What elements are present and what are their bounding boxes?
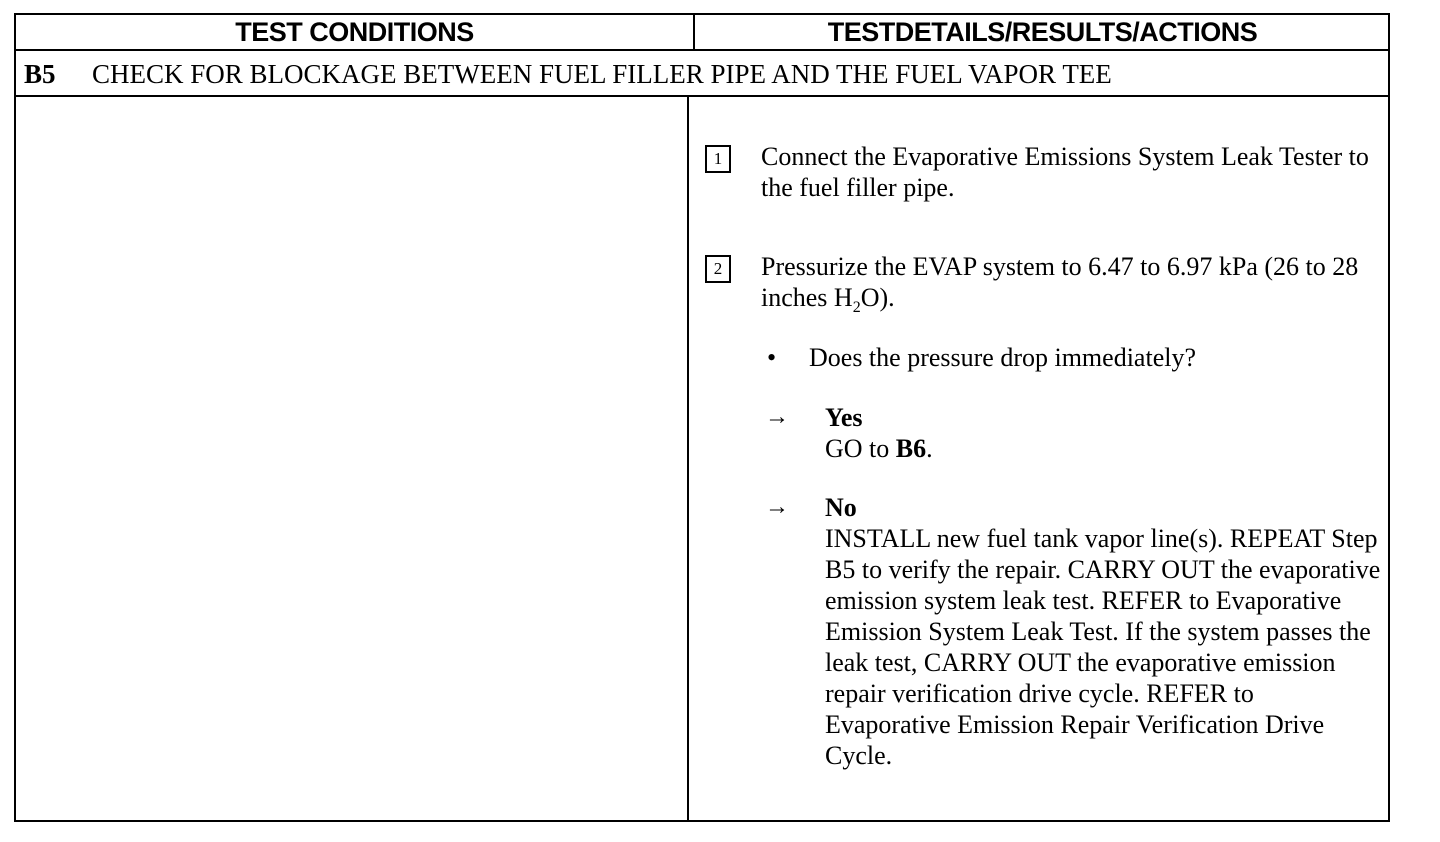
answer-text xyxy=(825,433,1385,464)
arrow-right-icon: → xyxy=(765,404,789,430)
step-text xyxy=(761,251,1381,323)
step-title-row xyxy=(24,57,1112,91)
header-test-details: TESTDETAILS/RESULTS/ACTIONS xyxy=(827,17,1258,47)
answer-text-part: . xyxy=(926,434,933,463)
bullet-icon: • xyxy=(767,343,777,372)
answer-text: INSTALL new fuel tank vapor line(s). REPEAT Step B5 to verify the repair. CARRY OUT the evaporative emission system leak test. REFER to Evaporative Emission System Leak Test. If the system passes the leak test, CARRY OUT the evaporative emission repair verification drive cycle. REFER to Evaporative Emission Repair Verification Drive Cycle. xyxy=(825,524,1381,770)
answer-label: No xyxy=(825,493,857,522)
answer-body xyxy=(825,402,1385,464)
answer-label: Yes xyxy=(825,403,863,432)
step-code: B5 xyxy=(24,59,56,89)
test-details-column xyxy=(689,97,1388,820)
arrow-right-icon: → xyxy=(765,494,789,520)
answer-body xyxy=(825,492,1385,771)
step-reference: B6 xyxy=(895,434,927,463)
step-title: CHECK FOR BLOCKAGE BETWEEN FUEL FILLER PIPE AND THE FUEL VAPOR TEE xyxy=(92,59,1112,89)
header-test-conditions: TEST CONDITIONS xyxy=(235,17,474,47)
question-text: Does the pressure drop immediately? xyxy=(809,343,1196,372)
diagnostic-table xyxy=(14,13,1390,822)
subscript: 2 xyxy=(852,299,861,317)
header-rule xyxy=(16,49,1388,51)
step-text-part: O). xyxy=(860,283,895,312)
step-text: Connect the Evaporative Emissions System Leak Tester to the fuel filler pipe. xyxy=(761,142,1369,202)
step-text-part: Pressurize the EVAP system to 6.47 to 6.97 kPa (26 to 28 inches H xyxy=(761,252,1359,312)
answer-text-part: GO to xyxy=(825,434,896,463)
step-number-box: 2 xyxy=(705,255,731,283)
step-number-box: 1 xyxy=(705,145,731,173)
